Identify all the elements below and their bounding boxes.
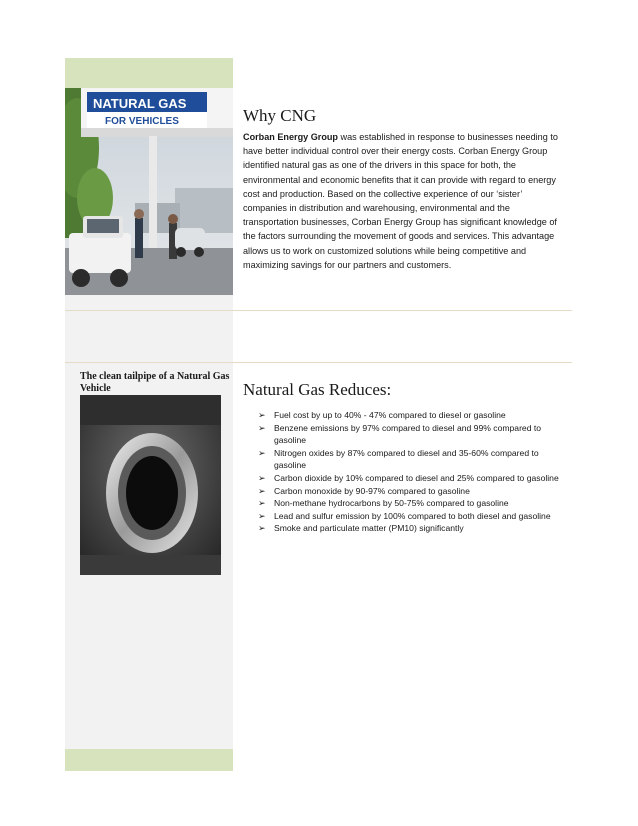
list-item: ➢ Fuel cost by up to 40% - 47% compared to diesel or gasoline [258,410,506,420]
sign-line1: NATURAL GAS [93,96,187,111]
sign-line2: FOR VEHICLES [105,116,179,127]
arrow-bullet-icon: ➢ [258,410,266,420]
tailpipe-photo [80,395,221,575]
list-item: ➢ Benzene emissions by 97% compared to diesel and 99% compared to gasoline [258,422,542,446]
arrow-bullet-icon: ➢ [258,422,266,433]
list-item: ➢ Nitrogen oxides by 87% compared to diesel and 35-60% compared to gasoline [258,447,539,471]
arrow-bullet-icon: ➢ [258,472,266,483]
company-name: Corban Energy Group [243,132,338,142]
why-cng-body: was established in response to businesses needing to have better individual control over their energy costs. Corban Energy Group identified natural gas as one of the drivers in this space for both, the environmental and economic benefits that it can provide with regard to energy cost and production. Based on the collective experience of our ‘sister’ companies in distribution and warehousing, environmental and the transportation businesses, Corban Energy Group has significant knowledge of the factors surrounding the movement of goods and services. This advantage allows us to work on customized solutions while being competitive and maximizing savings for our partners and customers. [243,132,558,270]
list-item: ➢ Non-methane hydrocarbons by 50-75% compared to gasoline [258,498,509,509]
reductions-list [258,409,573,535]
tailpipe-caption: The clean tailpipe of a Natural Gas Vehicle [80,371,230,394]
list-item: ➢ Smoke and particulate matter (PM10) significantly [258,523,464,534]
list-item: ➢ Carbon dioxide by 10% compared to diesel and 25% compared to gasoline [258,472,559,483]
why-cng-paragraph [243,130,568,272]
why-cng-heading: Why CNG [243,106,317,125]
arrow-bullet-icon: ➢ [258,485,266,496]
list-item: ➢ Lead and sulfur emission by 100% compared to both diesel and gasoline [258,510,551,521]
gas-station-photo [65,88,233,295]
arrow-bullet-icon: ➢ [258,523,266,534]
sidebar-bottom-accent [65,749,233,771]
arrow-bullet-icon: ➢ [258,498,266,509]
divider-rule-1 [65,310,572,311]
reduces-heading: Natural Gas Reduces: [243,380,392,399]
arrow-bullet-icon: ➢ [258,510,266,521]
arrow-bullet-icon: ➢ [258,447,266,458]
divider-rule-2 [65,362,572,363]
sidebar-top-accent [65,58,233,88]
list-item: ➢ Carbon monoxide by 90-97% compared to gasoline [258,485,470,496]
